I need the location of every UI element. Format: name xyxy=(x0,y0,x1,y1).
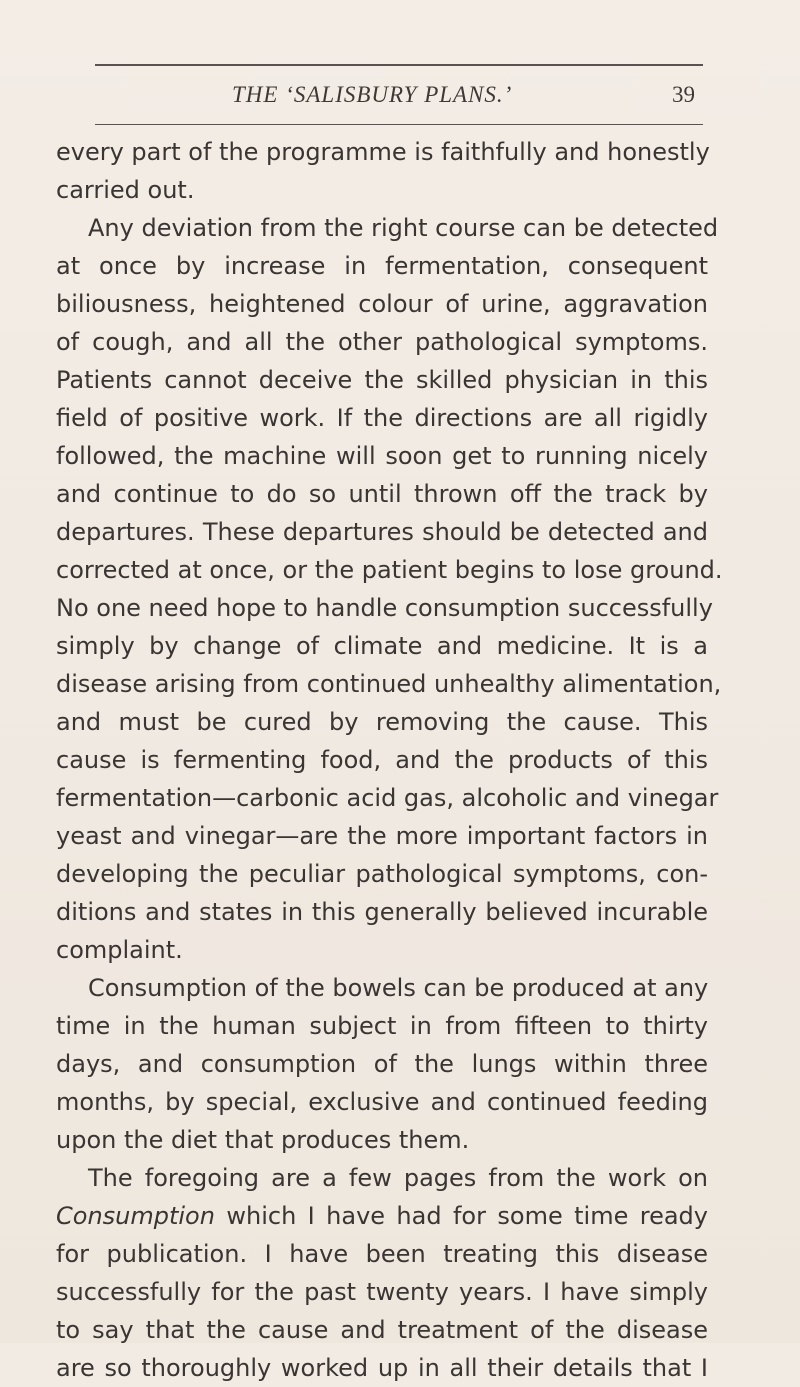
running-head xyxy=(0,82,800,116)
text-line: fermentation—carbonic acid gas, alcoholic and vinegar xyxy=(56,784,719,812)
header-rule-top xyxy=(95,64,703,66)
text-line: yeast and vinegar—are the more important factors in xyxy=(56,822,708,850)
text-line: field of positive work. If the directions are all rigidly xyxy=(56,404,708,432)
text-line: Any deviation from the right course can be detected xyxy=(88,214,719,242)
text-line: disease arising from continued unhealthy alimentation, xyxy=(56,670,722,698)
text-line: time in the human subject in from fifteen to thirty xyxy=(56,1012,708,1040)
text-line: developing the peculiar pathological symptoms, con- xyxy=(56,860,708,888)
text-line: complaint. xyxy=(56,936,183,964)
text-line: simply by change of climate and medicine. It is a xyxy=(56,632,708,660)
text-line: No one need hope to handle consumption successfully xyxy=(56,594,713,622)
text-line: upon the diet that produces them. xyxy=(56,1126,470,1154)
text-line: Consumption of the bowels can be produced at any xyxy=(88,974,709,1002)
text-line: for publication. I have been treating this disease xyxy=(56,1240,708,1268)
text-line: of cough, and all the other pathological symptoms. xyxy=(56,328,708,356)
text-line: at once by increase in fermentation, consequent xyxy=(56,252,708,280)
text-line: cause is fermenting food, and the products of this xyxy=(56,746,708,774)
text-line: days, and consumption of the lungs within three xyxy=(56,1050,708,1078)
text-line: and must be cured by removing the cause. This xyxy=(56,708,708,736)
text-line: Patients cannot deceive the skilled physician in this xyxy=(56,366,708,394)
text-line: to say that the cause and treatment of the disease xyxy=(56,1316,708,1344)
text-line: successfully for the past twenty years. I have simply xyxy=(56,1278,708,1306)
text-line: biliousness, heightened colour of urine, aggravation xyxy=(56,290,708,318)
italic-book-title: Consumption xyxy=(56,1202,215,1230)
running-head-title: THE ‘SALISBURY PLANS.’ xyxy=(232,82,513,107)
text-line: The foregoing are a few pages from the work on xyxy=(88,1164,708,1192)
text-line: carried out. xyxy=(56,176,195,204)
text-line: months, by special, exclusive and continued feeding xyxy=(56,1088,708,1116)
text-line: and continue to do so until thrown off the track by xyxy=(56,480,708,508)
text-line: corrected at once, or the patient begins to lose ground. xyxy=(56,556,723,584)
text-line-remainder: which I have had for some time ready xyxy=(226,1202,708,1230)
page-number: 39 xyxy=(672,82,695,107)
text-line-with-italic xyxy=(56,1197,708,1235)
text-line: ditions and states in this generally believed incurable xyxy=(56,898,708,926)
text-line: departures. These departures should be detected and xyxy=(56,518,708,546)
text-line: every part of the programme is faithfully and honestly xyxy=(56,138,710,166)
header-rule-bottom xyxy=(95,124,703,125)
text-line: are so thoroughly worked up in all their details that I xyxy=(56,1354,708,1382)
text-line: followed, the machine will soon get to running nicely xyxy=(56,442,708,470)
